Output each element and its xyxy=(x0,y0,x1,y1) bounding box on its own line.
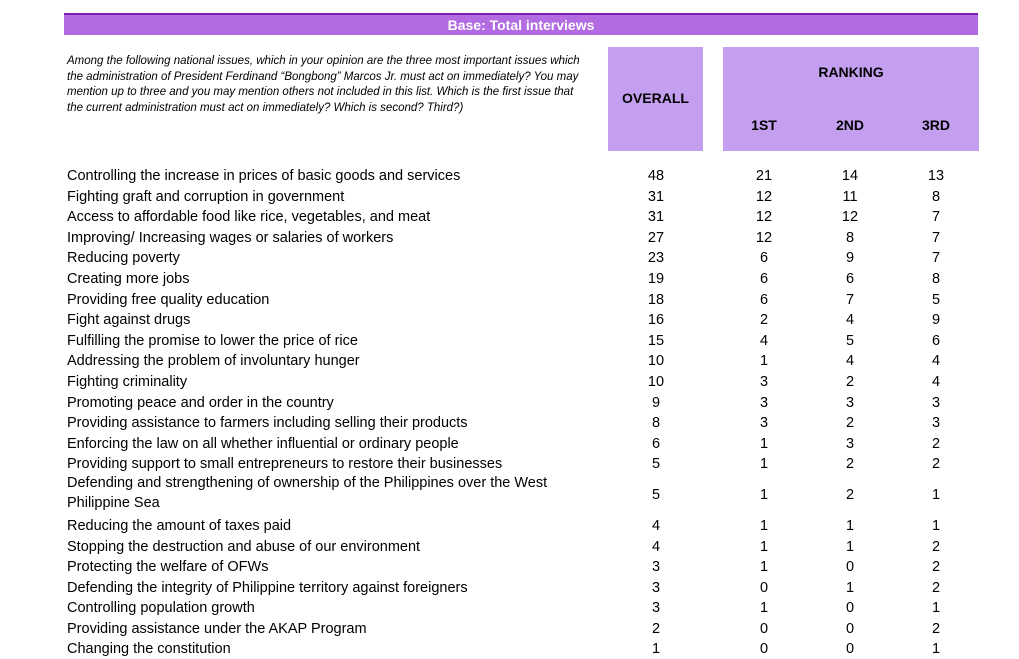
issue-label: Addressing the problem of involuntary hunger xyxy=(67,353,360,370)
first-value: 3 xyxy=(759,394,769,411)
first-value: 1 xyxy=(759,559,769,576)
overall-value: 9 xyxy=(651,394,661,411)
third-value: 1 xyxy=(931,641,941,658)
overall-value: 27 xyxy=(647,229,665,246)
first-value: 2 xyxy=(759,312,769,329)
issue-label: Fulfilling the promise to lower the price of rice xyxy=(67,332,358,349)
issue-label: Providing support to small entrepreneurs to restore their businesses xyxy=(67,456,503,473)
first-value: 1 xyxy=(759,517,769,534)
table-row xyxy=(0,370,1019,391)
third-value: 1 xyxy=(931,517,941,534)
second-value: 2 xyxy=(845,373,855,390)
overall-value: 5 xyxy=(651,456,661,473)
third-value: 4 xyxy=(931,373,941,390)
overall-header-label: OVERALL xyxy=(622,90,689,106)
overall-value: 3 xyxy=(651,600,661,617)
second-value: 5 xyxy=(845,332,855,349)
second-value: 0 xyxy=(845,620,855,637)
issues-table xyxy=(0,164,1019,658)
first-value: 12 xyxy=(755,229,773,246)
third-value: 2 xyxy=(931,620,941,637)
first-value: 12 xyxy=(755,209,773,226)
second-value: 4 xyxy=(845,312,855,329)
overall-value: 48 xyxy=(647,168,665,184)
second-value: 2 xyxy=(845,456,855,473)
table-row xyxy=(0,226,1019,247)
second-value: 11 xyxy=(842,188,858,205)
overall-value: 19 xyxy=(647,270,665,287)
second-value: 1 xyxy=(845,579,855,596)
first-value: 12 xyxy=(755,188,773,205)
first-value: 3 xyxy=(759,415,769,432)
table-row xyxy=(0,576,1019,597)
third-value: 4 xyxy=(931,353,941,370)
table-row xyxy=(0,637,1019,658)
overall-value: 8 xyxy=(651,415,661,432)
first-value: 21 xyxy=(755,168,773,184)
second-value: 2 xyxy=(845,486,855,503)
second-value: 14 xyxy=(841,168,859,184)
issue-label: Providing free quality education xyxy=(67,291,270,308)
issue-label: Changing the constitution xyxy=(67,641,231,658)
ranking-header-label: RANKING xyxy=(818,64,884,80)
third-value: 2 xyxy=(931,435,941,452)
issue-label: Creating more jobs xyxy=(67,270,190,287)
second-column-header: 2ND xyxy=(835,117,864,133)
second-value: 3 xyxy=(845,435,855,452)
issue-label: Promoting peace and order in the country xyxy=(67,394,334,411)
overall-value: 4 xyxy=(651,517,661,534)
third-value: 2 xyxy=(931,559,941,576)
first-value: 1 xyxy=(759,353,769,370)
third-value: 7 xyxy=(931,250,941,267)
second-value: 1 xyxy=(845,538,855,555)
third-value: 8 xyxy=(931,188,941,205)
second-value: 6 xyxy=(845,270,855,287)
table-row xyxy=(0,473,1019,514)
overall-value: 1 xyxy=(651,641,661,658)
second-value: 0 xyxy=(845,600,855,617)
first-value: 1 xyxy=(759,456,769,473)
overall-value: 4 xyxy=(651,538,661,555)
third-column-header: 3RD xyxy=(921,117,950,133)
third-value: 2 xyxy=(931,456,941,473)
first-value: 0 xyxy=(759,620,769,637)
overall-value: 2 xyxy=(651,620,661,637)
table-row xyxy=(0,164,1019,185)
first-value: 1 xyxy=(759,600,769,617)
overall-value: 31 xyxy=(647,188,665,205)
second-value: 9 xyxy=(845,250,855,267)
table-row xyxy=(0,535,1019,556)
table-row xyxy=(0,596,1019,617)
table-row xyxy=(0,391,1019,412)
issue-label: Providing assistance under the AKAP Program xyxy=(67,620,367,637)
table-row xyxy=(0,308,1019,329)
third-value: 1 xyxy=(931,486,941,503)
first-value: 6 xyxy=(759,270,769,287)
issue-label: Providing assistance to farmers including selling their products xyxy=(67,415,468,432)
issue-label: Fighting graft and corruption in government xyxy=(67,188,345,205)
table-row xyxy=(0,411,1019,432)
second-value: 8 xyxy=(845,229,855,246)
table-row xyxy=(0,246,1019,267)
overall-value: 16 xyxy=(647,312,665,329)
overall-header xyxy=(608,47,703,151)
table-row xyxy=(0,288,1019,309)
overall-value: 10 xyxy=(647,373,665,390)
first-column-header: 1ST xyxy=(751,117,777,133)
third-value: 3 xyxy=(931,415,941,432)
overall-value: 31 xyxy=(647,209,665,226)
issue-label: Improving/ Increasing wages or salaries of workers xyxy=(67,229,394,246)
second-value: 2 xyxy=(845,415,855,432)
overall-value: 5 xyxy=(651,486,661,503)
third-value: 7 xyxy=(931,229,941,246)
issue-label: Defending the integrity of Philippine territory against foreigners xyxy=(67,579,468,596)
overall-value: 10 xyxy=(647,353,665,370)
third-value: 9 xyxy=(931,312,941,329)
first-value: 4 xyxy=(759,332,769,349)
second-value: 0 xyxy=(845,559,855,576)
base-banner: Base: Total interviews xyxy=(64,13,978,35)
ranking-header xyxy=(723,47,979,151)
second-value: 3 xyxy=(845,394,855,411)
second-value: 12 xyxy=(841,209,859,226)
overall-value: 3 xyxy=(651,579,661,596)
first-value: 0 xyxy=(759,579,769,596)
table-row xyxy=(0,432,1019,453)
second-value: 1 xyxy=(845,517,855,534)
third-value: 5 xyxy=(931,291,941,308)
second-value: 7 xyxy=(845,291,855,308)
table-row xyxy=(0,555,1019,576)
table-row xyxy=(0,452,1019,473)
table-row xyxy=(0,185,1019,206)
issue-label: Defending and strengthening of ownership of the Philippines over the West Philippine Sea xyxy=(67,474,548,511)
survey-question: Among the following national issues, which in your opinion are the three most important issues which the administration of President Ferdinand “Bongbong” Marcos Jr. must act on immediately? You may mention up to three and you may mention others not included in this list. Which is the first issue that the current administration must act on immediately? Which is second? Third?) xyxy=(67,55,580,114)
third-value: 2 xyxy=(931,538,941,555)
first-value: 1 xyxy=(759,435,769,452)
table-row xyxy=(0,349,1019,370)
first-value: 6 xyxy=(759,291,769,308)
issue-label: Reducing poverty xyxy=(67,250,180,267)
issue-label: Fight against drugs xyxy=(67,312,191,329)
first-value: 1 xyxy=(759,538,769,555)
table-row xyxy=(0,617,1019,638)
third-value: 1 xyxy=(931,600,941,617)
issue-label: Protecting the welfare of OFWs xyxy=(67,559,269,576)
third-value: 7 xyxy=(931,209,941,226)
third-value: 3 xyxy=(931,394,941,411)
table-row xyxy=(0,514,1019,535)
first-value: 3 xyxy=(759,373,769,390)
second-value: 4 xyxy=(845,353,855,370)
first-value: 0 xyxy=(759,641,769,658)
table-row xyxy=(0,329,1019,350)
overall-value: 23 xyxy=(647,250,665,267)
issue-label: Enforcing the law on all whether influential or ordinary people xyxy=(67,435,459,452)
table-row xyxy=(0,267,1019,288)
issue-label: Fighting criminality xyxy=(67,373,188,390)
overall-value: 15 xyxy=(647,332,665,349)
second-value: 0 xyxy=(845,641,855,658)
issue-label: Stopping the destruction and abuse of our environment xyxy=(67,538,421,555)
overall-value: 3 xyxy=(651,559,661,576)
issue-label: Controlling the increase in prices of basic goods and services xyxy=(67,168,461,184)
overall-value: 18 xyxy=(647,291,665,308)
third-value: 2 xyxy=(931,579,941,596)
table-row xyxy=(0,205,1019,226)
first-value: 6 xyxy=(759,250,769,267)
issue-label: Controlling population growth xyxy=(67,600,255,617)
third-value: 6 xyxy=(931,332,941,349)
first-value: 1 xyxy=(759,486,769,503)
issue-label: Reducing the amount of taxes paid xyxy=(67,517,292,534)
third-value: 8 xyxy=(931,270,941,287)
overall-value: 6 xyxy=(651,435,661,452)
third-value: 13 xyxy=(927,168,945,184)
issue-label: Access to affordable food like rice, vegetables, and meat xyxy=(67,209,431,226)
